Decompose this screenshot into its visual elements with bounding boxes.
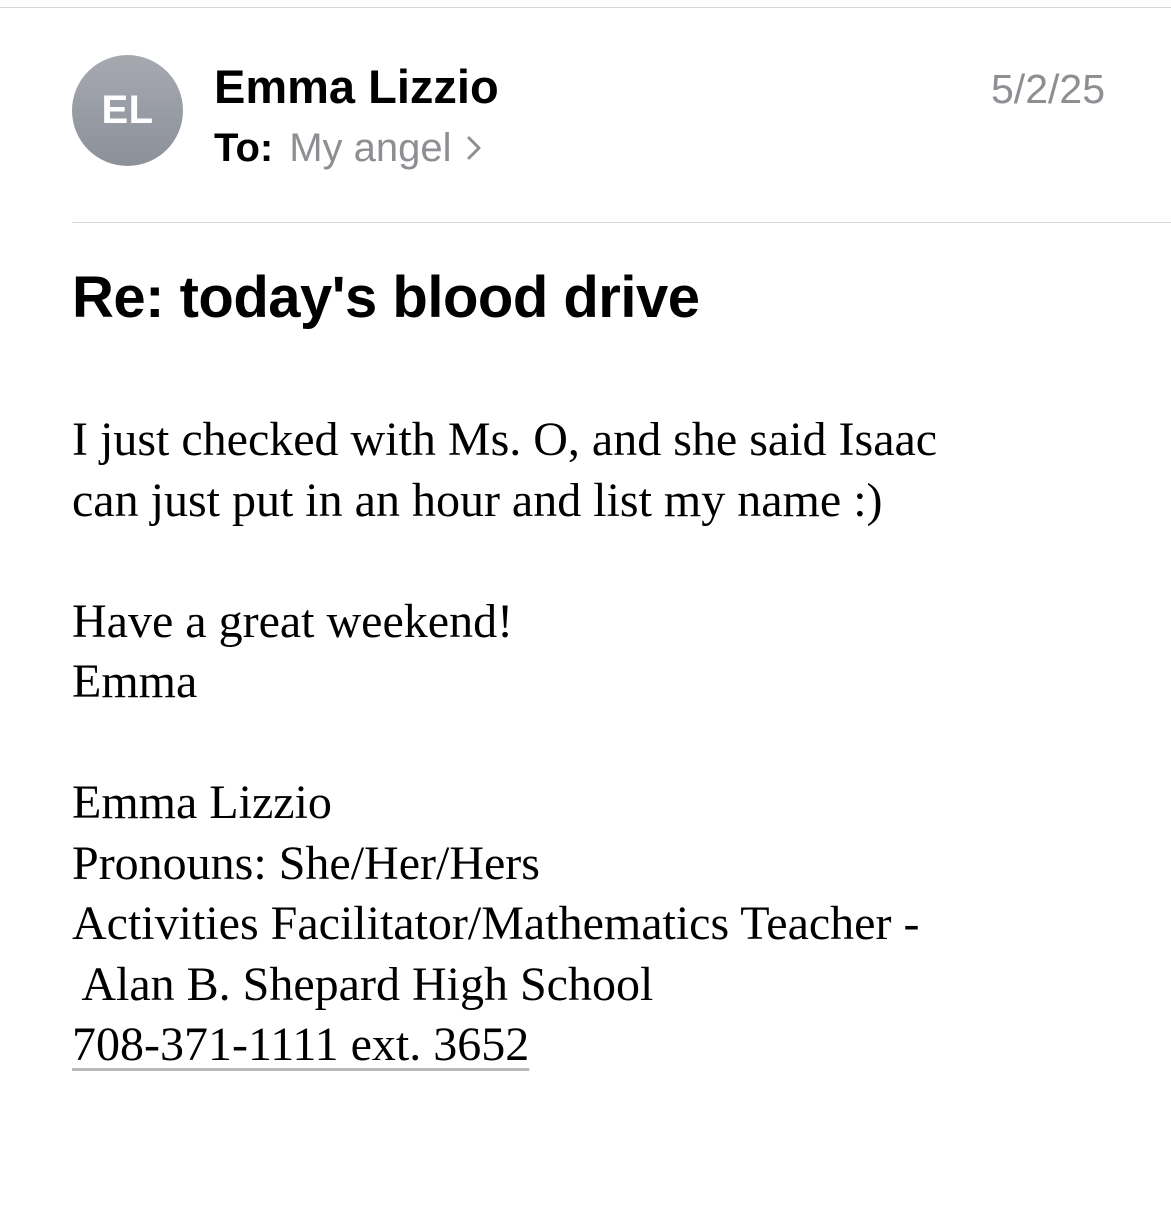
signature-name: Emma Lizzio <box>72 776 332 829</box>
spacer <box>72 713 1132 774</box>
closing-name: Emma <box>72 655 198 708</box>
chevron-right-icon <box>466 135 482 161</box>
to-label: To: <box>214 126 274 170</box>
signature-school: Alan B. Shepard High School <box>72 957 654 1011</box>
signature-phone-link[interactable]: 708-371-1111 ext. 3652 <box>72 1018 530 1071</box>
email-body <box>72 410 1132 1076</box>
recipient-button[interactable] <box>289 121 481 175</box>
avatar-initials: EL <box>101 88 154 132</box>
sender-name[interactable]: Emma Lizzio <box>214 60 499 113</box>
email-date: 5/2/25 <box>991 66 1105 112</box>
closing-line: Have a great weekend! <box>72 594 514 648</box>
recipient-row <box>214 121 482 175</box>
recipient-name: My angel <box>289 126 452 170</box>
signature-title: Activities Facilitator/Mathematics Teacher - <box>72 897 920 950</box>
body-line: I just checked with Ms. O, and she said Isaac <box>72 413 938 466</box>
body-line: can just put in an hour and list my name :) <box>72 473 883 527</box>
sender-avatar[interactable] <box>72 55 183 166</box>
spacer <box>72 531 1132 592</box>
top-divider <box>0 7 1171 8</box>
email-subject: Re: today's blood drive <box>72 265 700 330</box>
header-divider <box>72 222 1171 223</box>
signature-pronouns: Pronouns: She/Her/Hers <box>72 836 540 890</box>
